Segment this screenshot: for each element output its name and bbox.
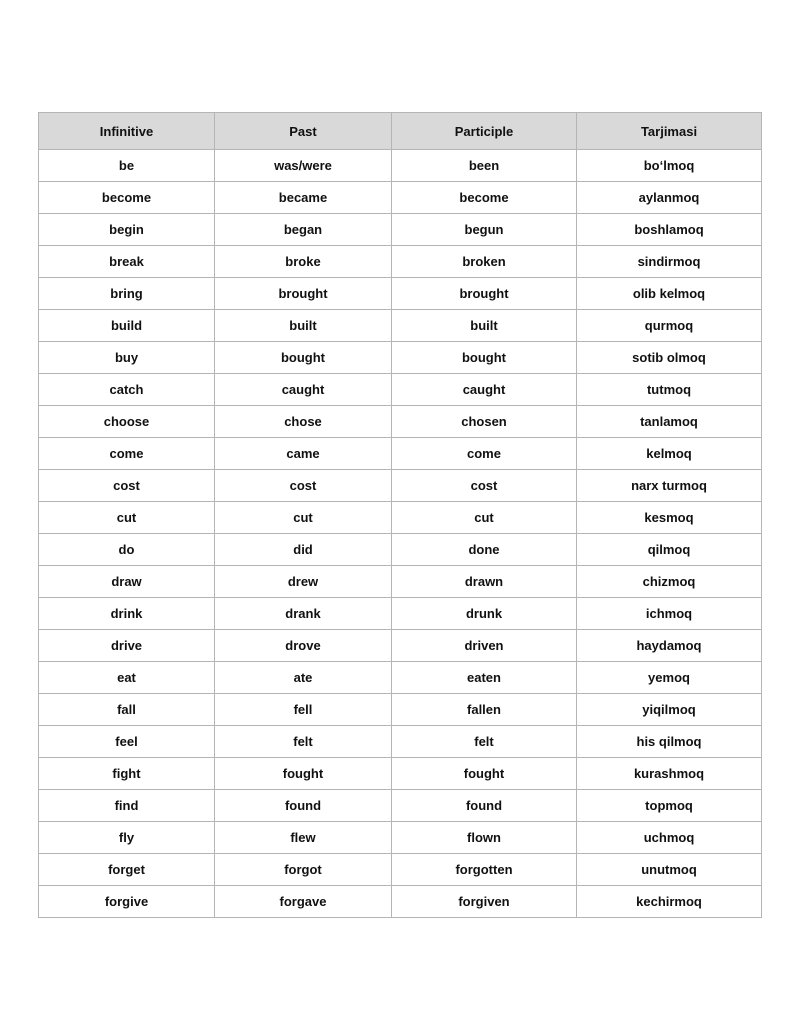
tarjimasi-cell: aylanmoq: [577, 182, 762, 214]
table-row: [39, 310, 762, 342]
past-cell: flew: [215, 822, 392, 854]
infinitive-cell: bring: [39, 278, 215, 310]
infinitive-cell: catch: [39, 374, 215, 406]
participle-cell: become: [392, 182, 577, 214]
infinitive-cell: choose: [39, 406, 215, 438]
table-row: [39, 726, 762, 758]
participle-cell: fallen: [392, 694, 577, 726]
irregular-verbs-table: [38, 112, 762, 918]
past-cell: built: [215, 310, 392, 342]
tarjimasi-cell: kurashmoq: [577, 758, 762, 790]
tarjimasi-cell: ichmoq: [577, 598, 762, 630]
header-tarjimasi: Tarjimasi: [577, 113, 762, 150]
header-infinitive: Infinitive: [39, 113, 215, 150]
infinitive-cell: drink: [39, 598, 215, 630]
infinitive-cell: draw: [39, 566, 215, 598]
tarjimasi-cell: yemoq: [577, 662, 762, 694]
infinitive-cell: eat: [39, 662, 215, 694]
past-cell: did: [215, 534, 392, 566]
participle-cell: begun: [392, 214, 577, 246]
infinitive-cell: be: [39, 150, 215, 182]
table-row: [39, 278, 762, 310]
past-cell: drove: [215, 630, 392, 662]
infinitive-cell: fly: [39, 822, 215, 854]
infinitive-cell: find: [39, 790, 215, 822]
header-past: Past: [215, 113, 392, 150]
past-cell: cost: [215, 470, 392, 502]
tarjimasi-cell: qurmoq: [577, 310, 762, 342]
table-row: [39, 438, 762, 470]
participle-cell: drawn: [392, 566, 577, 598]
table-row: [39, 470, 762, 502]
header-participle: Participle: [392, 113, 577, 150]
tarjimasi-cell: yiqilmoq: [577, 694, 762, 726]
tarjimasi-cell: bo‘lmoq: [577, 150, 762, 182]
infinitive-cell: cost: [39, 470, 215, 502]
table-body: [39, 150, 762, 918]
table-row: [39, 534, 762, 566]
participle-cell: bought: [392, 342, 577, 374]
past-cell: drank: [215, 598, 392, 630]
tarjimasi-cell: tanlamoq: [577, 406, 762, 438]
tarjimasi-cell: haydamoq: [577, 630, 762, 662]
past-cell: drew: [215, 566, 392, 598]
tarjimasi-cell: kelmoq: [577, 438, 762, 470]
infinitive-cell: build: [39, 310, 215, 342]
infinitive-cell: fall: [39, 694, 215, 726]
table-row: [39, 374, 762, 406]
tarjimasi-cell: unutmoq: [577, 854, 762, 886]
past-cell: fought: [215, 758, 392, 790]
past-cell: was/were: [215, 150, 392, 182]
table-row: [39, 246, 762, 278]
tarjimasi-cell: sindirmoq: [577, 246, 762, 278]
infinitive-cell: break: [39, 246, 215, 278]
infinitive-cell: come: [39, 438, 215, 470]
tarjimasi-cell: qilmoq: [577, 534, 762, 566]
past-cell: became: [215, 182, 392, 214]
infinitive-cell: cut: [39, 502, 215, 534]
participle-cell: come: [392, 438, 577, 470]
table-row: [39, 502, 762, 534]
participle-cell: built: [392, 310, 577, 342]
participle-cell: broken: [392, 246, 577, 278]
participle-cell: cut: [392, 502, 577, 534]
infinitive-cell: forgive: [39, 886, 215, 918]
participle-cell: forgiven: [392, 886, 577, 918]
past-cell: broke: [215, 246, 392, 278]
past-cell: began: [215, 214, 392, 246]
tarjimasi-cell: chizmoq: [577, 566, 762, 598]
participle-cell: forgotten: [392, 854, 577, 886]
tarjimasi-cell: uchmoq: [577, 822, 762, 854]
past-cell: cut: [215, 502, 392, 534]
table-row: [39, 854, 762, 886]
past-cell: bought: [215, 342, 392, 374]
participle-cell: driven: [392, 630, 577, 662]
past-cell: ate: [215, 662, 392, 694]
infinitive-cell: drive: [39, 630, 215, 662]
table-row: [39, 822, 762, 854]
past-cell: brought: [215, 278, 392, 310]
past-cell: came: [215, 438, 392, 470]
table-row: [39, 886, 762, 918]
tarjimasi-cell: tutmoq: [577, 374, 762, 406]
tarjimasi-cell: his qilmoq: [577, 726, 762, 758]
table-row: [39, 790, 762, 822]
table-row: [39, 342, 762, 374]
table-row: [39, 630, 762, 662]
past-cell: fell: [215, 694, 392, 726]
participle-cell: cost: [392, 470, 577, 502]
table-row: [39, 598, 762, 630]
participle-cell: fought: [392, 758, 577, 790]
past-cell: forgot: [215, 854, 392, 886]
tarjimasi-cell: olib kelmoq: [577, 278, 762, 310]
past-cell: found: [215, 790, 392, 822]
infinitive-cell: feel: [39, 726, 215, 758]
tarjimasi-cell: sotib olmoq: [577, 342, 762, 374]
participle-cell: chosen: [392, 406, 577, 438]
infinitive-cell: begin: [39, 214, 215, 246]
table-header-row: [39, 113, 762, 150]
participle-cell: eaten: [392, 662, 577, 694]
tarjimasi-cell: boshlamoq: [577, 214, 762, 246]
table-row: [39, 150, 762, 182]
infinitive-cell: forget: [39, 854, 215, 886]
past-cell: forgave: [215, 886, 392, 918]
tarjimasi-cell: kesmoq: [577, 502, 762, 534]
tarjimasi-cell: topmoq: [577, 790, 762, 822]
table-row: [39, 758, 762, 790]
infinitive-cell: do: [39, 534, 215, 566]
table-row: [39, 182, 762, 214]
participle-cell: caught: [392, 374, 577, 406]
table-row: [39, 694, 762, 726]
participle-cell: done: [392, 534, 577, 566]
tarjimasi-cell: narx turmoq: [577, 470, 762, 502]
participle-cell: been: [392, 150, 577, 182]
past-cell: felt: [215, 726, 392, 758]
infinitive-cell: become: [39, 182, 215, 214]
table-row: [39, 566, 762, 598]
infinitive-cell: fight: [39, 758, 215, 790]
participle-cell: flown: [392, 822, 577, 854]
participle-cell: found: [392, 790, 577, 822]
participle-cell: brought: [392, 278, 577, 310]
table-row: [39, 214, 762, 246]
table-row: [39, 662, 762, 694]
participle-cell: drunk: [392, 598, 577, 630]
table-row: [39, 406, 762, 438]
past-cell: caught: [215, 374, 392, 406]
infinitive-cell: buy: [39, 342, 215, 374]
past-cell: chose: [215, 406, 392, 438]
participle-cell: felt: [392, 726, 577, 758]
tarjimasi-cell: kechirmoq: [577, 886, 762, 918]
